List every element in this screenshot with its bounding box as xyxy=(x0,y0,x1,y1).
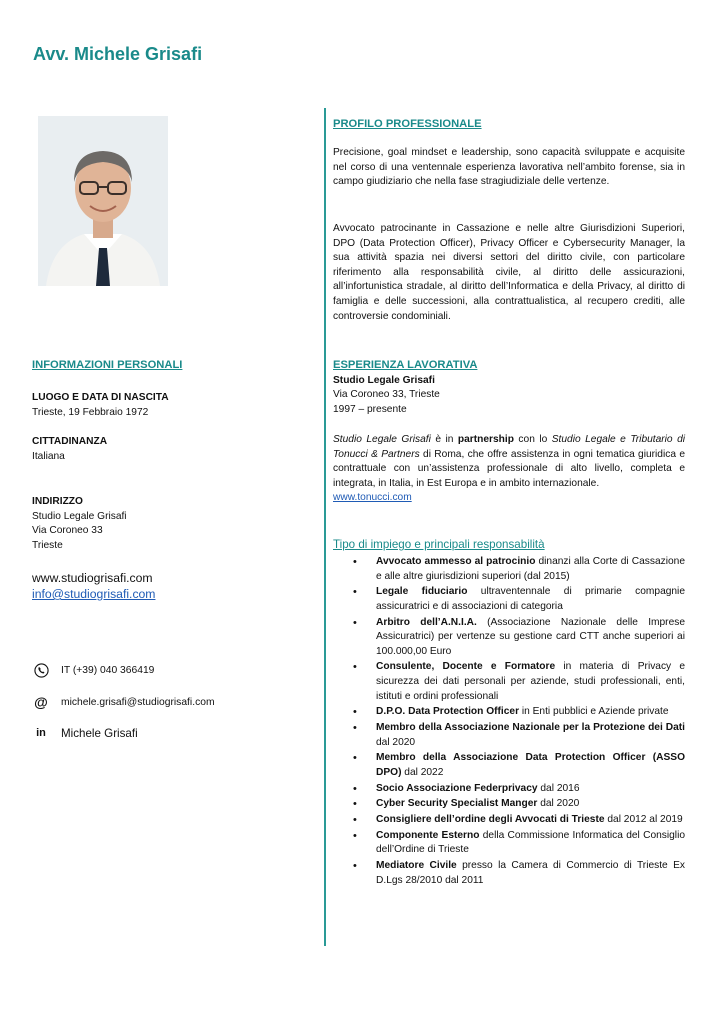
linkedin-icon: in xyxy=(36,727,46,739)
citizenship-value: Italiana xyxy=(32,450,65,462)
phone-row xyxy=(33,662,154,678)
work-period: 1997 – presente xyxy=(333,403,407,415)
at-icon: @ xyxy=(34,694,48,710)
list-item: • Avvocato ammesso al patrocinio dinanzi alla Corte di Cassazione e alle altre giurisdizioni superiori (dal 2015) xyxy=(333,555,685,584)
list-item: • Consulente, Docente e Formatore in materia di Privacy e sicurezza dei dati personali per aziende, studi professionali, enti, istituti e ordini professionali xyxy=(333,660,685,704)
responsibilities-heading: Tipo di impiego e principali responsabilità xyxy=(333,538,545,551)
list-item: • Membro della Associazione Data Protection Officer (ASSO DPO) dal 2022 xyxy=(333,751,685,780)
email-row xyxy=(33,694,215,710)
column-divider xyxy=(324,108,326,946)
profile-paragraph-2: Avvocato patrocinante in Cassazione e nelle altre Giurisdizioni Superiori, DPO (Data Protection Officer), Privacy Officer e Cybersecurity Manager, la sua attività spazia nei diversi settori del diritto civile, con particolare riferimento alla responsabilità civile, al diritto delle assicurazioni, all’infortunistica stradale, al diritto dell’Informatica e della Privacy, al diritto di famiglia e delle successioni, alla contrattualistica, al recupero crediti, alle controversie condominiali. xyxy=(333,223,685,322)
list-item: • Cyber Security Specialist Manger dal 2020 xyxy=(333,797,685,812)
address-section xyxy=(32,495,312,553)
experience-heading: ESPERIENZA LAVORATIVA xyxy=(333,359,478,371)
address-label: INDIRIZZO xyxy=(32,496,83,507)
list-item: • Mediatore Civile presso la Camera di Commercio di Trieste Ex D.Lgs 28/2010 dal 2011 xyxy=(333,859,685,888)
responsibilities-list xyxy=(333,555,685,888)
list-item: • Consigliere dell’ordine degli Avvocati di Trieste dal 2012 al 2019 xyxy=(333,813,685,828)
phone-text: IT (+39) 040 366419 xyxy=(61,664,155,676)
firm-address: Via Coroneo 33, Trieste xyxy=(333,389,440,401)
list-item: • Legale fiduciario ultraventennale di primarie compagnie assicuratrici e di associazioni di categoria xyxy=(333,585,685,614)
citizenship-section xyxy=(32,435,312,464)
personal-info-heading: INFORMAZIONI PERSONALI xyxy=(32,359,183,371)
info-email-link[interactable]: info@studiogrisafi.com xyxy=(32,587,156,601)
phone-icon xyxy=(33,662,49,678)
email-text[interactable]: michele.grisafi@studiogrisafi.com xyxy=(61,696,215,708)
list-item: • Membro della Associazione Nazionale per la Protezione dei Dati dal 2020 xyxy=(333,721,685,750)
list-item: • Arbitro dell’A.N.I.A. (Associazione Nazionale delle Imprese Assicuratrici) per vertenze su gestione card CTT anche superiori ai 100.000,00 Euro xyxy=(333,616,685,660)
web-section xyxy=(32,570,312,602)
list-item: • Socio Associazione Federprivacy dal 2016 xyxy=(333,782,685,797)
list-item: • D.P.O. Data Protection Officer in Enti pubblici e Aziende private xyxy=(333,705,685,720)
birth-section xyxy=(32,391,312,420)
profile-photo xyxy=(38,116,168,286)
page-title: Avv. Michele Grisafi xyxy=(33,44,203,64)
profile-heading: PROFILO PROFESSIONALE xyxy=(333,118,482,130)
responsibilities-heading-wrap xyxy=(333,538,685,554)
address-line: Trieste xyxy=(32,539,63,551)
profile-paragraph-1: Precisione, goal mindset e leadership, sono capacità sviluppate e acquisite nel corso di una ventennale esperienza lavorativa nell’ambito forense, sia in campo giudiziario che nella fase stragiudiziale delle vertenze. xyxy=(333,147,685,188)
linkedin-row xyxy=(33,725,138,741)
responsibilities-list-wrap xyxy=(333,555,685,889)
birth-value: Trieste, 19 Febbraio 1972 xyxy=(32,406,149,418)
tonucci-link[interactable]: www.tonucci.com xyxy=(333,492,412,504)
website-text: www.studiogrisafi.com xyxy=(32,571,153,585)
experience-description: Studio Legale Grisafi è in partnership con lo Studio Legale e Tributario di Tonucci & Partners di Roma, che offre assistenza in ogni tematica giuridica e contrattuale con un’assistenza professionale di alto livello, completa e integrata, in Italia, in Est Europa e in ambito internazionale. www.tonucci.com xyxy=(333,434,685,504)
linkedin-text[interactable]: Michele Grisafi xyxy=(61,726,138,740)
list-item: • Componente Esterno della Commissione Informatica del Consiglio dell’Ordine di Trieste xyxy=(333,829,685,858)
experience-section xyxy=(333,358,685,417)
firm-name: Studio Legale Grisafi xyxy=(333,374,435,386)
birth-label: LUOGO E DATA DI NASCITA xyxy=(32,392,169,403)
address-line: Studio Legale Grisafi xyxy=(32,510,127,522)
address-line: Via Coroneo 33 xyxy=(32,525,103,536)
citizenship-label: CITTADINANZA xyxy=(32,436,108,447)
profile-heading-wrap xyxy=(333,117,685,133)
